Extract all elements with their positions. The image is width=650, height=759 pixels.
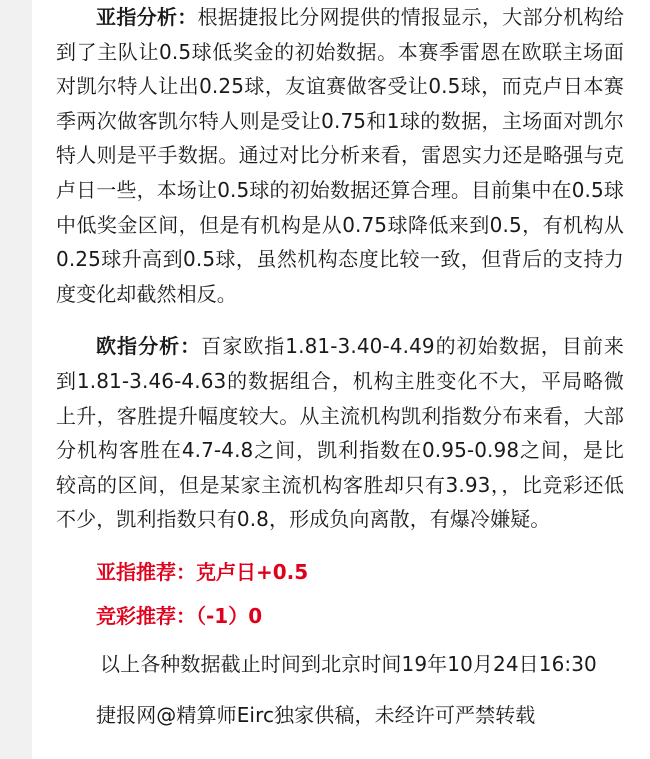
asian-recommendation: 亚指推荐：克卢日+0.5 bbox=[96, 559, 309, 584]
lottery-recommendation: 竞彩推荐：（-1）0 bbox=[96, 603, 263, 628]
copyright-note: 捷报网@精算师Eirc独家供稿，未经许可严禁转载 bbox=[96, 702, 536, 727]
european-odds-analysis bbox=[56, 329, 624, 537]
asian-analysis-text: 根据捷报比分网提供的情报显示，大部分机构给到了主队让0.5球低奖金的初始数据。本赛季雷恩在欧联主场面对凯尔特人让出0.25球，友谊赛做客受让0.5球，而克卢日本赛季两次做客凯尔特人则是受让0.75和1球的数据，主场面对凯尔特人则是平手数据。通过对比分析来看，雷恩实力还是略强与克卢日一些，本场让0.5球的初始数据还算合理。目前集中在0.5球中低奖金区间，但是有机构是从0.75球降低来到0.5，有机构从0.25球升高到0.5球，虽然机构态度比较一致，但背后的支持力度变化却截然相反。 bbox=[56, 5, 624, 306]
asian-analysis-label: 亚指分析： bbox=[96, 5, 198, 29]
asian-handicap-analysis bbox=[56, 0, 624, 311]
euro-analysis-label: 欧指分析： bbox=[96, 334, 202, 359]
euro-analysis-text: 百家欧指1.81-3.40-4.49的初始数据，目前来到1.81-3.46-4.63的数据组合，机构主胜变化不大，平局略微上升，客胜提升幅度较大。从主流机构凯利指数分布来看，大部分机构客胜在4.7-4.8之间，凯利指数在0.95-0.98之间，是比较高的区间，但是某家主流机构客胜却只有3.93，，比竞彩还低不少，凯利指数只有0.8，形成负向离散，有爆冷嫌疑。 bbox=[56, 334, 625, 532]
article-body bbox=[32, 0, 650, 759]
data-cutoff-note: 以上各种数据截止时间到北京时间19年10月24日16:30 bbox=[100, 651, 597, 676]
